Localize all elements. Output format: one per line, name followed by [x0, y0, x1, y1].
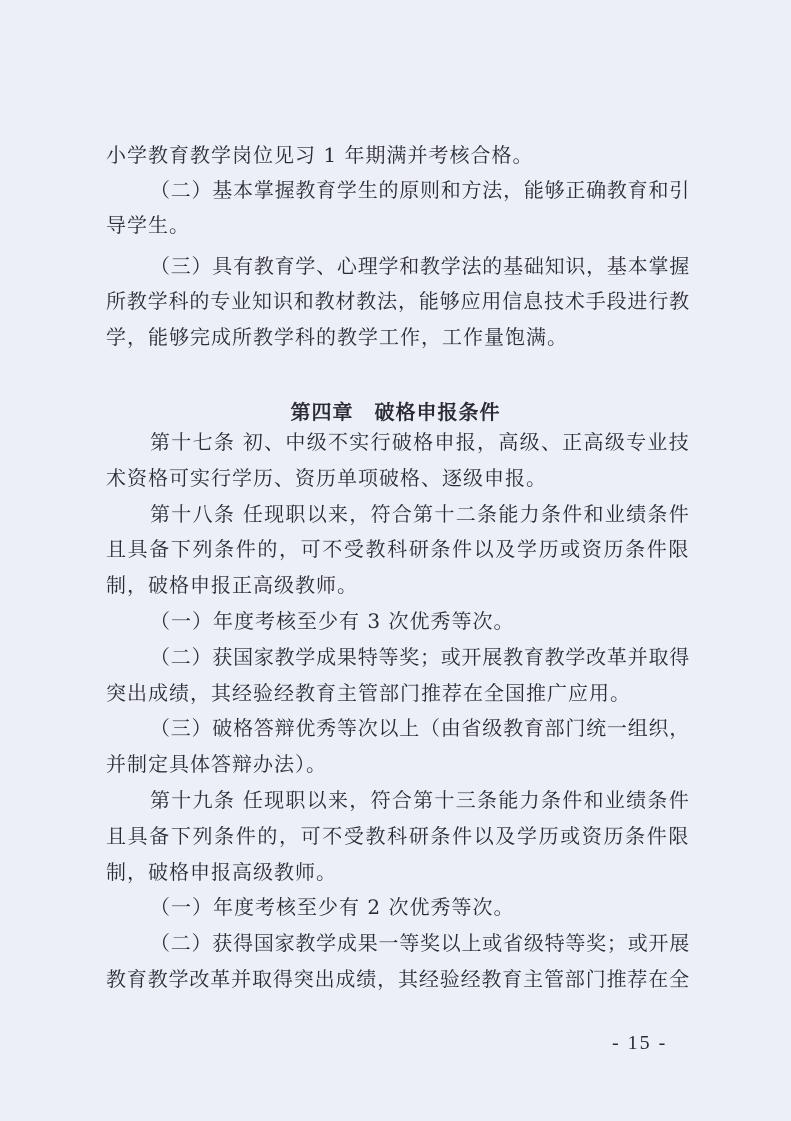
- paragraph-line: 制，破格申报正高级教师。: [106, 573, 358, 598]
- paragraph-line: （三）具有教育学、心理学和教学法的基础知识，基本掌握: [150, 254, 690, 278]
- paragraph-line: （二）基本掌握教育学生的原则和方法，能够正确教育和引: [150, 178, 690, 202]
- paragraph-line: （二）获国家教学成果特等奖；或开展教育教学改革并取得: [150, 644, 690, 669]
- paragraph-line: （三）破格答辩优秀等次以上（由省级教育部门统一组织，: [150, 716, 690, 741]
- paragraph-line: 且具备下列条件的，可不受教科研条件以及学历或资历条件限: [106, 537, 690, 562]
- paragraph-line: 并制定具体答辩办法）。: [106, 752, 327, 777]
- paragraph-line: 导学生。: [106, 213, 190, 237]
- paragraph-line: （二）获得国家教学成果一等奖以上或省级特等奖；或开展: [150, 931, 690, 956]
- paragraph-line: 小学教育教学岗位见习 1 年期满并考核合格。: [106, 143, 534, 167]
- paragraph-line: 学，能够完成所教学科的教学工作，工作量饱满。: [106, 325, 568, 349]
- paragraph-line: 第十七条 初、中级不实行破格申报，高级、正高级专业技: [150, 430, 690, 454]
- paragraph-line: 第十八条 任现职以来，符合第十二条能力条件和业绩条件: [150, 501, 690, 526]
- page-number: - 15 -: [612, 1032, 668, 1054]
- paragraph-line: 教育教学改革并取得突出成绩，其经验经教育主管部门推荐在全: [106, 967, 690, 991]
- paragraph-line: （一）年度考核至少有 3 次优秀等次。: [150, 609, 515, 633]
- paragraph-line: （一）年度考核至少有 2 次优秀等次。: [150, 895, 515, 920]
- paragraph-line: 且具备下列条件的，可不受教科研条件以及学历或资历条件限: [106, 823, 690, 848]
- paragraph-line: 突出成绩，其经验经教育主管部门推荐在全国推广应用。: [106, 680, 631, 705]
- paragraph-line: 所教学科的专业知识和教材教法，能够应用信息技术手段进行教: [106, 289, 690, 313]
- paragraph-line: 第十九条 任现职以来，符合第十三条能力条件和业绩条件: [150, 788, 690, 812]
- chapter-heading: 第四章 破格申报条件: [290, 400, 501, 424]
- paragraph-line: 术资格可实行学历、资历单项破格、逐级申报。: [106, 465, 547, 490]
- paragraph-line: 制，破格申报高级教师。: [106, 859, 337, 884]
